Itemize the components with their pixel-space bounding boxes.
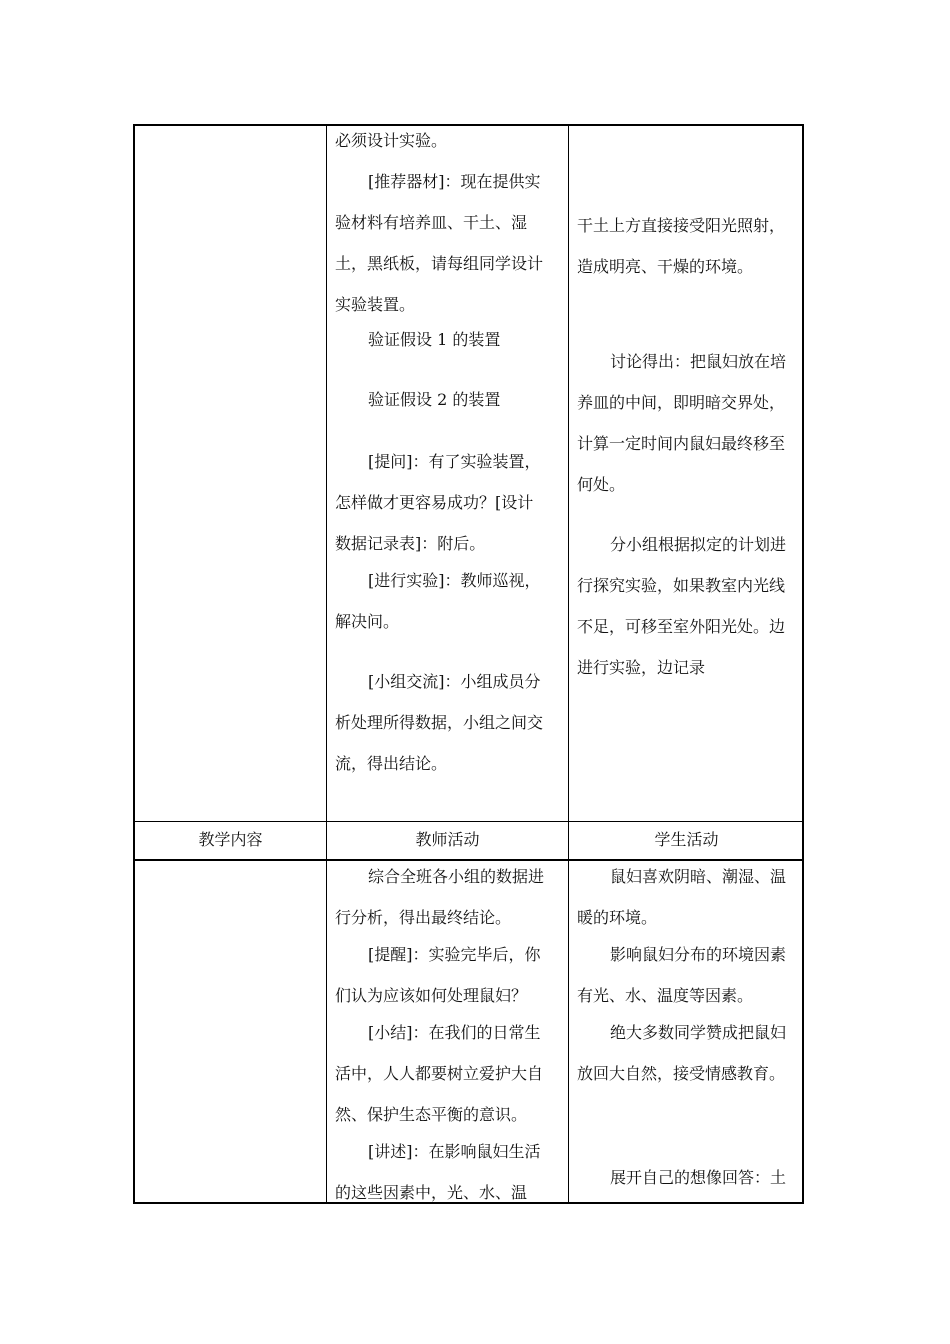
text-line: 养皿的中间，即明暗交界处， bbox=[577, 393, 786, 412]
text-line: [进行实验]：教师巡视， bbox=[368, 571, 541, 590]
text-line: 们认为应该如何处理鼠妇？ bbox=[335, 986, 528, 1005]
top-student-cell bbox=[577, 205, 802, 688]
text-line: 解决问。 bbox=[335, 612, 400, 631]
text-line: 计算一定时间内鼠妇最终移至 bbox=[577, 434, 786, 453]
text-line: 实验装置。 bbox=[335, 295, 416, 314]
text-line: 综合全班各小组的数据进 bbox=[368, 867, 545, 886]
text-line: 土，黑纸板，请每组同学设计 bbox=[335, 254, 544, 273]
text-line: 放回大自然，接受情感教育。 bbox=[577, 1064, 786, 1083]
text-line: 绝大多数同学赞成把鼠妇 bbox=[610, 1023, 787, 1042]
text-line: [提问]：有了实验装置， bbox=[368, 452, 541, 471]
lesson-table bbox=[133, 124, 804, 1204]
text-line: 不足，可移至室外阳光处。边 bbox=[577, 617, 786, 636]
text-line: 分小组根据拟定的计划进 bbox=[610, 535, 787, 554]
text-line: 流，得出结论。 bbox=[335, 754, 448, 773]
text-line: 进行实验，边记录 bbox=[577, 658, 706, 677]
text-line: 验证假设 1 的装置 bbox=[368, 330, 501, 349]
text-line: 数据记录表]：附后。 bbox=[335, 534, 486, 553]
bottom-teacher-cell bbox=[335, 856, 565, 1213]
text-line: 验材料有培养皿、干土、湿 bbox=[335, 213, 528, 232]
text-line: 何处。 bbox=[577, 475, 626, 494]
column-divider-2 bbox=[568, 126, 569, 1202]
text-line: 暖的环境。 bbox=[577, 908, 658, 927]
text-line: 行分析，得出最终结论。 bbox=[335, 908, 512, 927]
text-line: 怎样做才更容易成功？[设计 bbox=[335, 493, 534, 512]
text-line: [小结]：在我们的日常生 bbox=[368, 1023, 541, 1042]
text-line: [小组交流]：小组成员分 bbox=[368, 672, 541, 691]
text-line: 讨论得出：把鼠妇放在培 bbox=[610, 352, 787, 371]
header-teacher: 教师活动 bbox=[415, 830, 480, 849]
text-line: 然、保护生态平衡的意识。 bbox=[335, 1105, 528, 1124]
text-line: 验证假设 2 的装置 bbox=[368, 390, 501, 409]
text-line: 鼠妇喜欢阴暗、潮湿、温 bbox=[610, 867, 787, 886]
top-teacher-cell bbox=[335, 120, 565, 784]
text-line: [推荐器材]：现在提供实 bbox=[368, 172, 541, 191]
text-line: 活中，人人都要树立爱护大自 bbox=[335, 1064, 544, 1083]
text-line: 影响鼠妇分布的环境因素 bbox=[610, 945, 787, 964]
bottom-student-cell bbox=[577, 856, 802, 1198]
text-line: [提醒]：实验完毕后，你 bbox=[368, 945, 541, 964]
text-line: 的这些因素中，光、水、温 bbox=[335, 1183, 528, 1202]
text-line: 展开自己的想像回答：土 bbox=[610, 1168, 787, 1187]
text-line: 干土上方直接接受阳光照射， bbox=[577, 216, 786, 235]
text-line: 行探究实验，如果教室内光线 bbox=[577, 576, 786, 595]
text-line: 必须设计实验。 bbox=[335, 131, 448, 150]
header-student: 学生活动 bbox=[654, 830, 719, 849]
header-content: 教学内容 bbox=[198, 830, 263, 849]
text-line: [讲述]：在影响鼠妇生活 bbox=[368, 1142, 541, 1161]
text-line: 析处理所得数据，小组之间交 bbox=[335, 713, 544, 732]
text-line: 造成明亮、干燥的环境。 bbox=[577, 257, 754, 276]
text-line: 有光、水、温度等因素。 bbox=[577, 986, 754, 1005]
column-divider-1 bbox=[326, 126, 327, 1202]
